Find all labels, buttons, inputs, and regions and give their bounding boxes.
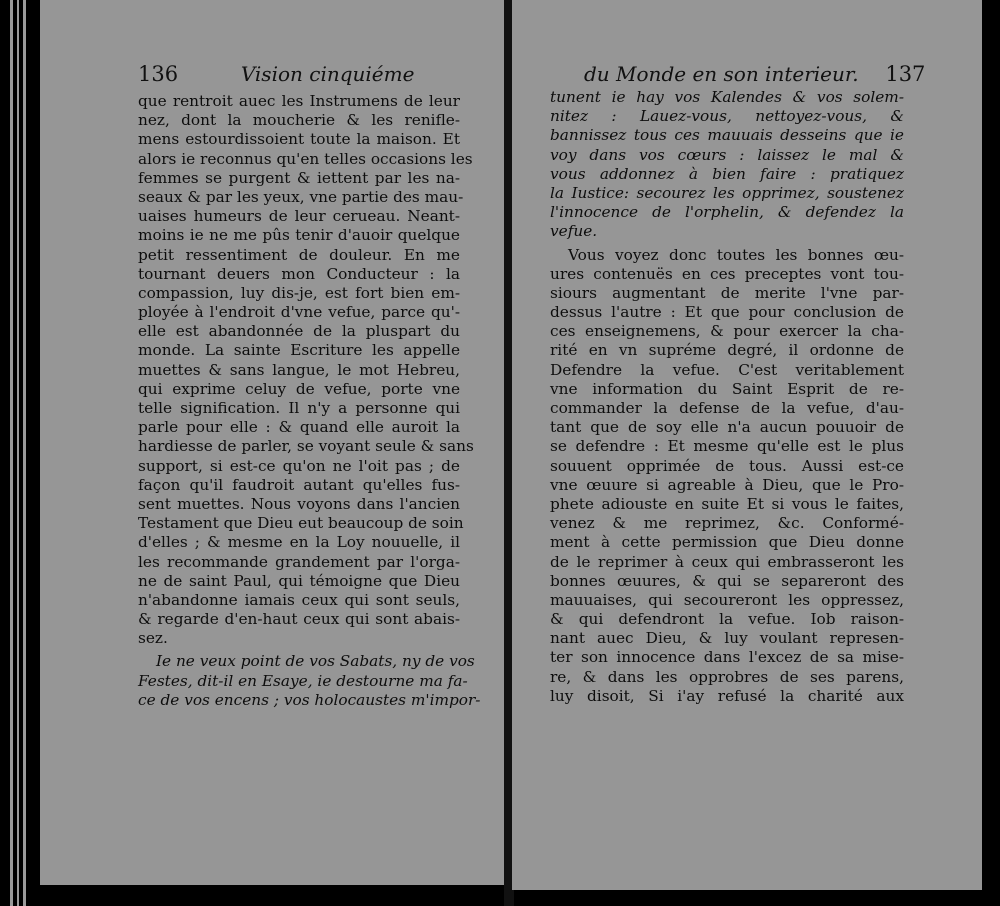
right-page-header xyxy=(584,62,925,86)
page-number: 136 xyxy=(138,62,179,86)
left-page xyxy=(40,0,510,885)
text-line: re, & dans les opprobres de ses parens, xyxy=(550,667,904,686)
text-line: rité en vn supréme degré, il ordonne de xyxy=(550,341,904,360)
text-line: vefue. xyxy=(550,222,598,241)
text-line: se defendre : Et mesme qu'elle est le plus xyxy=(550,437,904,456)
left-page-edges xyxy=(17,0,19,906)
left-page-body xyxy=(138,92,481,710)
text-line: qui exprime celuy de vefue, porte vne xyxy=(138,379,460,398)
text-line: Defendre la vefue. C'est veritablement xyxy=(550,360,904,379)
text-line: nez, dont la moucherie & les renifle- xyxy=(138,111,460,130)
right-page-body xyxy=(550,88,904,706)
text-line: alors ie reconnus qu'en telles occasions les xyxy=(138,149,473,168)
text-line: ne de saint Paul, qui témoigne que Dieu xyxy=(138,571,460,590)
text-line: femmes se purgent & iettent par les na- xyxy=(138,168,460,187)
open-book xyxy=(30,0,1000,906)
text-line: d'elles ; & mesme en la Loy nouuelle, il xyxy=(138,533,460,552)
running-title: du Monde en son interieur. xyxy=(584,62,859,86)
text-line: tant que de soy elle n'a aucun pouuoir de xyxy=(550,418,904,437)
text-line: ures contenuës en ces preceptes vont tou- xyxy=(550,264,904,283)
text-line: hardiesse de parler, se voyant seule & sans xyxy=(138,437,474,456)
text-line: dessus l'autre : Et que pour conclusion de xyxy=(550,303,904,322)
text-line: ment à cette permission que Dieu donne xyxy=(550,533,904,552)
text-line: voy dans vos cœurs : laissez le mal & xyxy=(550,145,904,164)
text-line: bannissez tous ces mauuais desseins que ie xyxy=(550,126,904,145)
text-line: vous addonnez à bien faire : pratiquez xyxy=(550,164,904,183)
text-line: façon qu'il faudroit autant qu'elles fus- xyxy=(138,475,460,494)
text-line: Festes, dit-il en Esaye, ie destourne ma fa- xyxy=(138,671,468,690)
text-line: commander la defense de la vefue, d'au- xyxy=(550,399,904,417)
right-page xyxy=(512,0,982,890)
text-line: Ie ne veux point de vos Sabats, ny de vos xyxy=(156,652,475,671)
text-line: & qui defendront la vefue. Iob raison- xyxy=(550,610,904,629)
text-line: telle signification. Il n'y a personne qui xyxy=(138,399,460,417)
text-line: muettes & sans langue, le mot Hebreu, xyxy=(138,360,460,379)
text-line: n'abandonne iamais ceux qui sont seuls, xyxy=(138,590,460,609)
text-line: Vous voyez donc toutes les bonnes œu- xyxy=(568,245,904,264)
page-number: 137 xyxy=(885,62,926,86)
text-line: vne information du Saint Esprit de re- xyxy=(550,379,904,398)
text-line: ter son innocence dans l'excez de sa mise- xyxy=(550,648,904,667)
text-line: ployée à l'endroit d'vne vefue, parce qu'- xyxy=(138,303,460,322)
text-line: luy disoit, Si i'ay refusé la charité aux xyxy=(550,686,904,705)
text-line: la Iustice: secourez les opprimez, soustenez xyxy=(550,183,904,202)
text-line: Testament que Dieu eut beaucoup de soin xyxy=(138,514,464,533)
text-line: elle est abandonnée de la pluspart du xyxy=(138,322,460,341)
text-line: tunent ie hay vos Kalendes & vos solem- xyxy=(550,88,904,106)
running-title: Vision cinquiéme xyxy=(240,62,415,86)
text-line: uaises humeurs de leur cerueau. Neant- xyxy=(138,207,460,226)
left-page-edges xyxy=(10,0,13,906)
text-line: & regarde d'en-haut ceux qui sont abais- xyxy=(138,610,460,629)
left-page-edges xyxy=(23,0,26,906)
text-line: ces enseignemens, & pour exercer la cha- xyxy=(550,322,904,341)
text-line: moins ie ne me pûs tenir d'auoir quelque xyxy=(138,226,460,245)
text-line: de le reprimer à ceux qui embrasseront les xyxy=(550,552,904,571)
text-line: venez & me reprimez, &c. Conformé- xyxy=(550,514,904,533)
text-line: compassion, luy dis-je, est fort bien em- xyxy=(138,283,460,302)
text-line: souuent opprimée de tous. Aussi est-ce xyxy=(550,456,904,475)
text-line: que rentroit auec les Instrumens de leur xyxy=(138,92,460,110)
text-line: vne œuure si agreable à Dieu, que le Pro- xyxy=(550,475,904,494)
text-line: phete adiouste en suite Et si vous le faites, xyxy=(550,494,904,513)
text-line: monde. La sainte Escriture les appelle xyxy=(138,341,460,360)
text-line: parle pour elle : & quand elle auroit la xyxy=(138,418,460,437)
text-line: seaux & par les yeux, vne partie des mau- xyxy=(138,187,464,206)
text-line: tournant deuers mon Conducteur : la xyxy=(138,264,460,283)
text-line: bonnes œuures, & qui se separeront des xyxy=(550,571,904,590)
text-line: l'innocence de l'orphelin, & defendez la xyxy=(550,203,904,222)
left-page-header xyxy=(138,62,414,86)
text-line: ce de vos encens ; vos holocaustes m'impor- xyxy=(138,690,481,709)
text-line: petit ressentiment de douleur. En me xyxy=(138,245,460,264)
text-line: mauuaises, qui secoureront les oppressez, xyxy=(550,590,904,609)
text-line: siours augmentant de merite l'vne par- xyxy=(550,283,904,302)
text-line: sent muettes. Nous voyons dans l'ancien xyxy=(138,494,460,513)
text-line: nant auec Dieu, & luy voulant represen- xyxy=(550,629,904,648)
text-line: nitez : Lauez-vous, nettoyez-vous, & xyxy=(550,107,904,126)
text-line: sez. xyxy=(138,629,168,648)
text-line: les recommande grandement par l'orga- xyxy=(138,552,460,571)
text-line: support, si est-ce qu'on ne l'oit pas ; de xyxy=(138,456,460,475)
text-line: mens estourdissoient toute la maison. Et xyxy=(138,130,460,149)
